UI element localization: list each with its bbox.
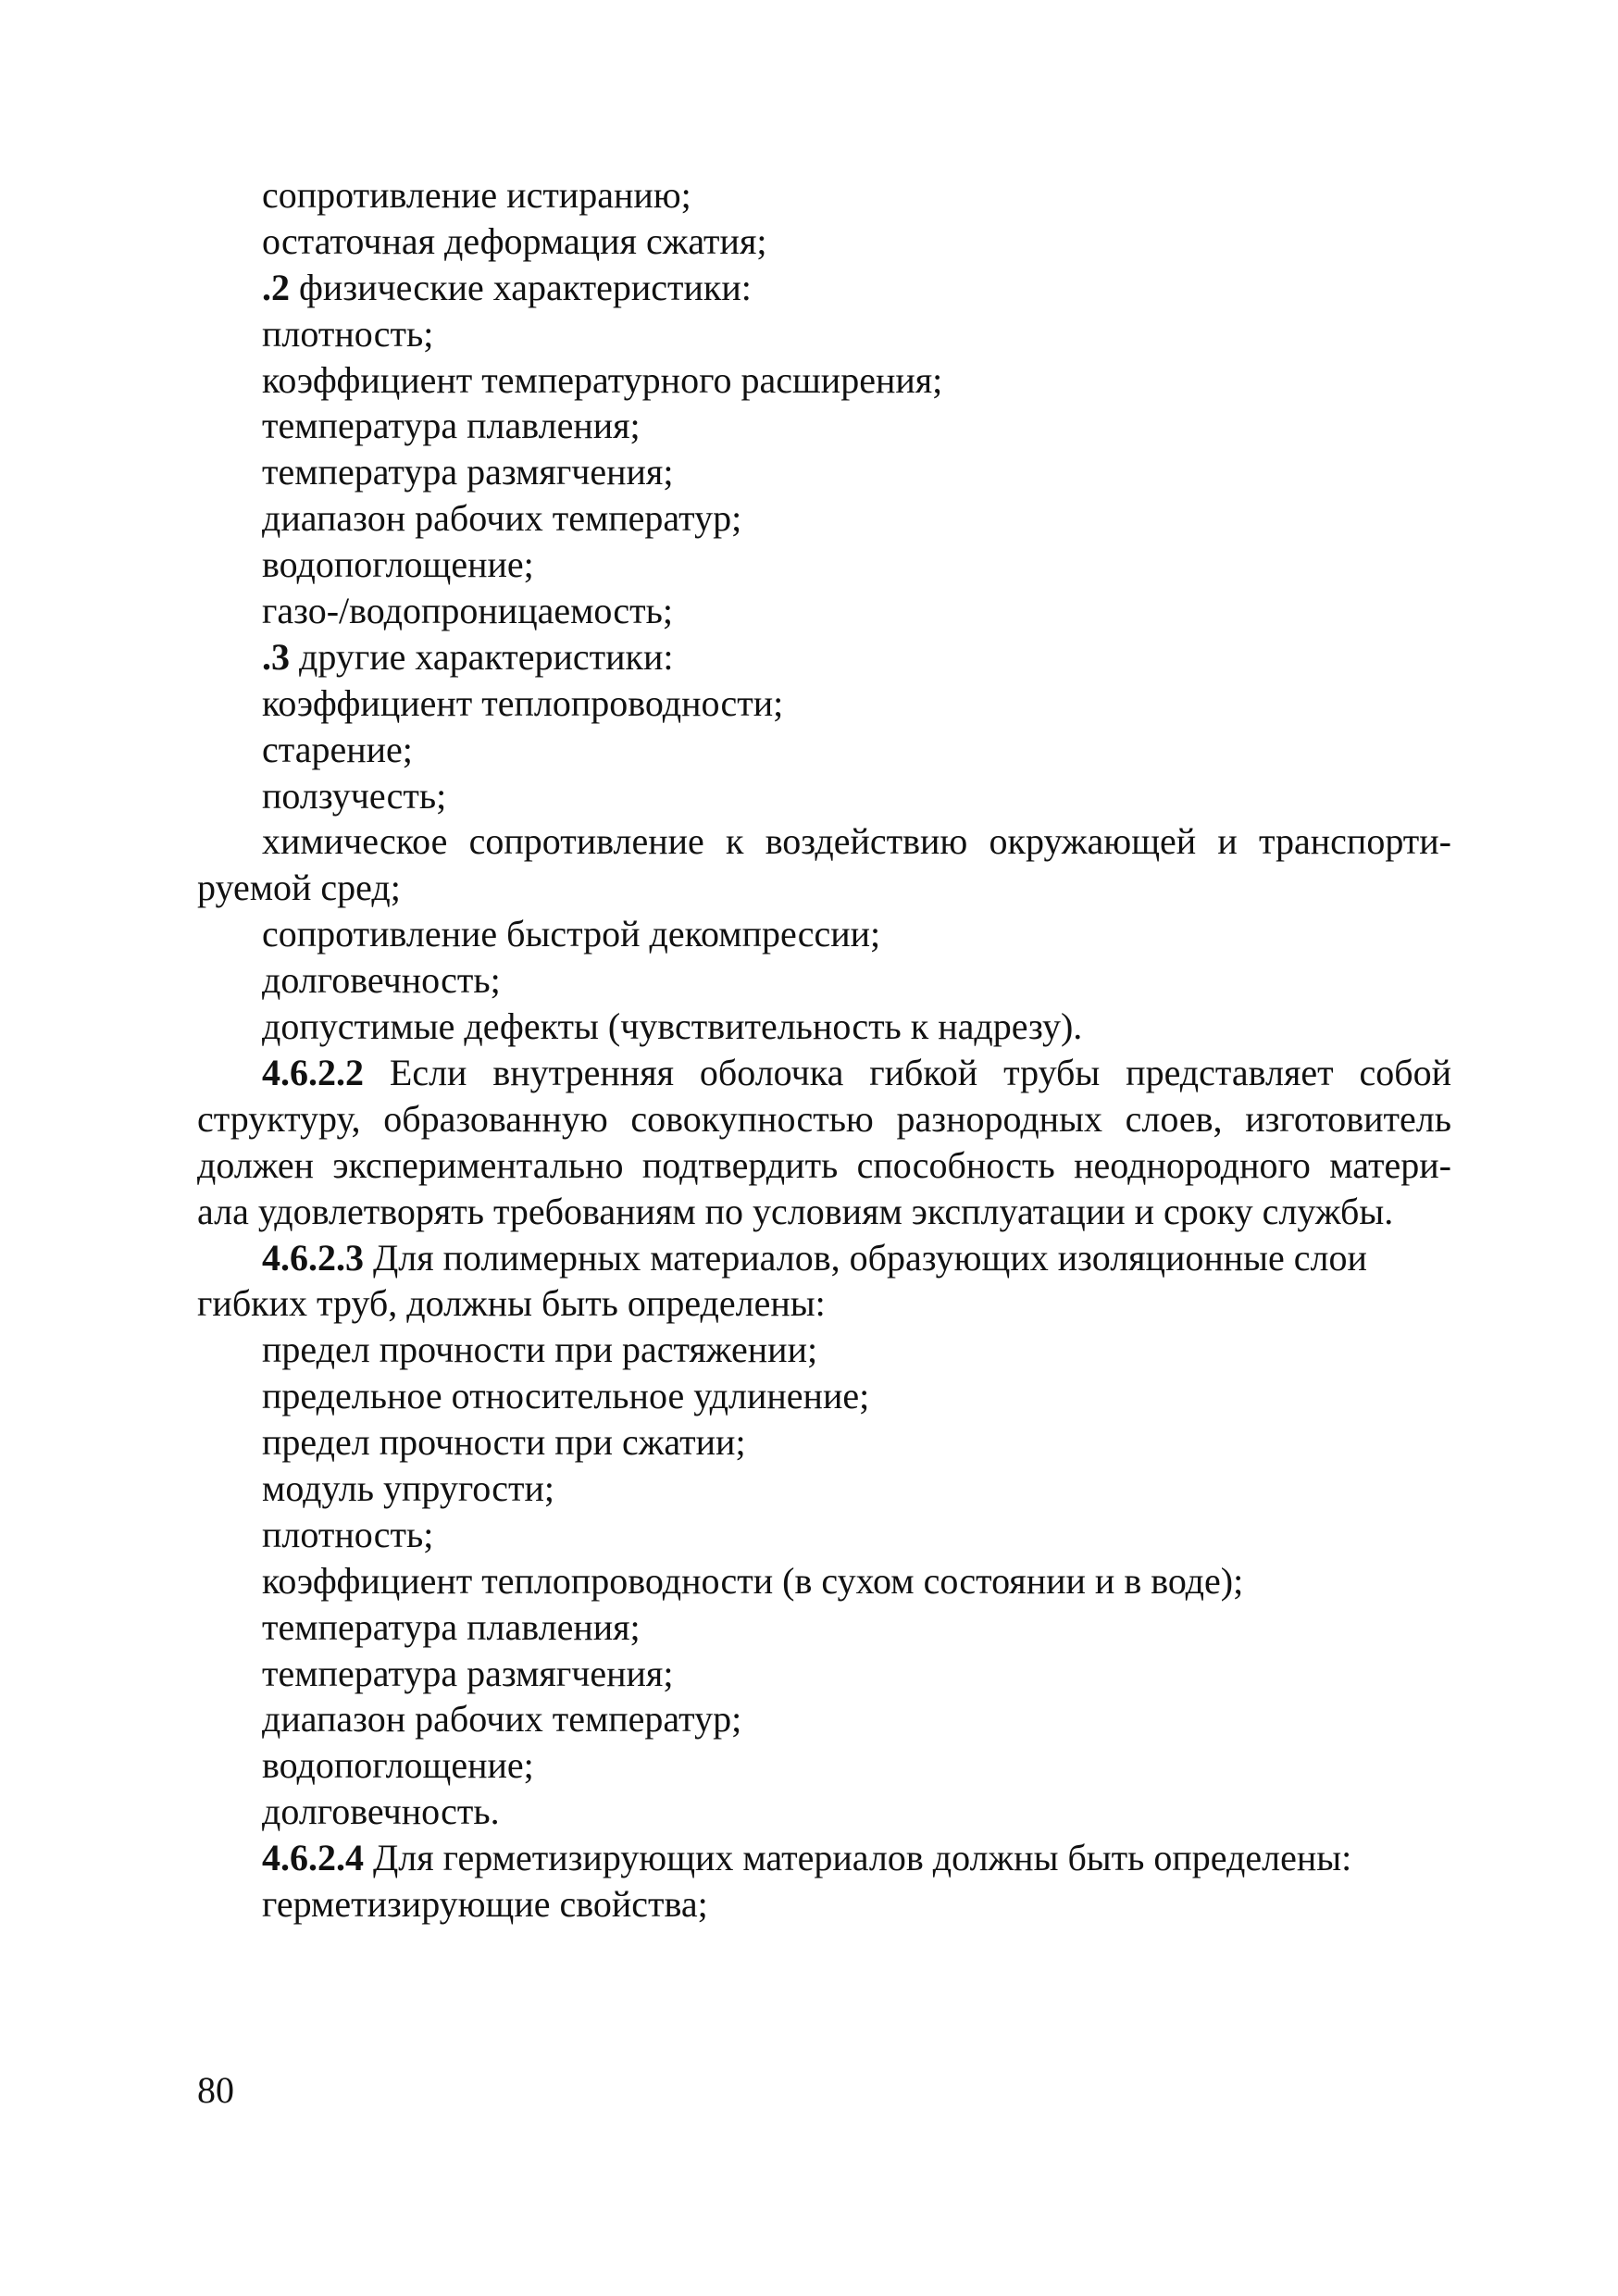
- list-item: допустимые дефекты (чувствительность к надрезу).: [262, 1005, 1083, 1048]
- list-heading-2: [197, 265, 1451, 311]
- list-item: старение;: [262, 728, 413, 770]
- list-item: сопротивление быстрой декомпрессии;: [262, 913, 881, 955]
- list-item: коэффициент температурного расширения;: [262, 358, 943, 401]
- clause-number: 4.6.2.2: [262, 1051, 364, 1093]
- list-item: температура плавления;: [262, 405, 641, 447]
- list-item: водопоглощение;: [262, 1744, 534, 1787]
- list-item: температура размягчения;: [262, 1652, 674, 1694]
- list-item: остаточная деформация сжатия;: [262, 219, 767, 262]
- list-item: сопротивление истиранию;: [262, 174, 691, 216]
- list-heading-3: [197, 634, 1451, 680]
- list-item-continuation: руемой сред;: [197, 867, 401, 909]
- document-body: [197, 172, 1451, 1928]
- list-item: температура размягчения;: [262, 451, 674, 493]
- clause-text: Для герметизирующих материалов должны быть определены:: [364, 1837, 1352, 1879]
- list-item: плотность;: [262, 1513, 434, 1555]
- list-item: долговечность.: [262, 1791, 500, 1833]
- list-item: диапазон рабочих температур;: [262, 1698, 742, 1741]
- list-item: долговечность;: [262, 959, 501, 1002]
- clause-number: 4.6.2.4: [262, 1837, 364, 1879]
- list-item: газо-/водопроницаемость;: [262, 590, 674, 632]
- list-item: предел прочности при сжатии;: [262, 1421, 746, 1464]
- list-item: герметизирующие свойства;: [262, 1883, 708, 1926]
- list-item: температура плавления;: [262, 1605, 641, 1648]
- list-heading-number: .3: [262, 635, 290, 678]
- paragraph-4-6-2-3: [197, 1235, 1451, 1328]
- list-item: водопоглощение;: [262, 543, 534, 586]
- paragraph-4-6-2-2: [197, 1050, 1451, 1235]
- list-heading-text: физические характеристики:: [290, 266, 752, 308]
- list-item: предел прочности при растяжении;: [262, 1329, 818, 1371]
- list-item: ползучесть;: [262, 774, 447, 817]
- list-item: химическое сопротивление к воздействию окружающей и транспорти-: [262, 820, 1451, 863]
- list-item: плотность;: [262, 312, 434, 355]
- clause-text: Для полимерных материалов, образующих изоляционные слои гибких труб, должны быть определены:: [197, 1236, 1367, 1325]
- list-item: коэффициент теплопроводности (в сухом состоянии и в воде);: [262, 1559, 1244, 1602]
- page-number: 80: [197, 2069, 234, 2111]
- list-heading-number: .2: [262, 266, 290, 308]
- clause-number: 4.6.2.3: [262, 1236, 364, 1279]
- list-heading-text: другие характеристики:: [290, 635, 674, 678]
- list-item: предельное относительное удлинение;: [262, 1375, 870, 1417]
- paragraph-4-6-2-4: [197, 1835, 1451, 1881]
- clause-text: Если внутренняя оболочка гибкой трубы представляет собой структуру, образованную совокупностью разнородных слоев, изготовитель должен экспериментально подтвердить способность неоднородного матери-ала удовлетворять требованиям по условиям эксплуатации и сроку службы.: [197, 1051, 1451, 1232]
- list-item: диапазон рабочих температур;: [262, 497, 742, 540]
- list-item: модуль упругости;: [262, 1467, 554, 1510]
- list-item: коэффициент теплопроводности;: [262, 681, 784, 724]
